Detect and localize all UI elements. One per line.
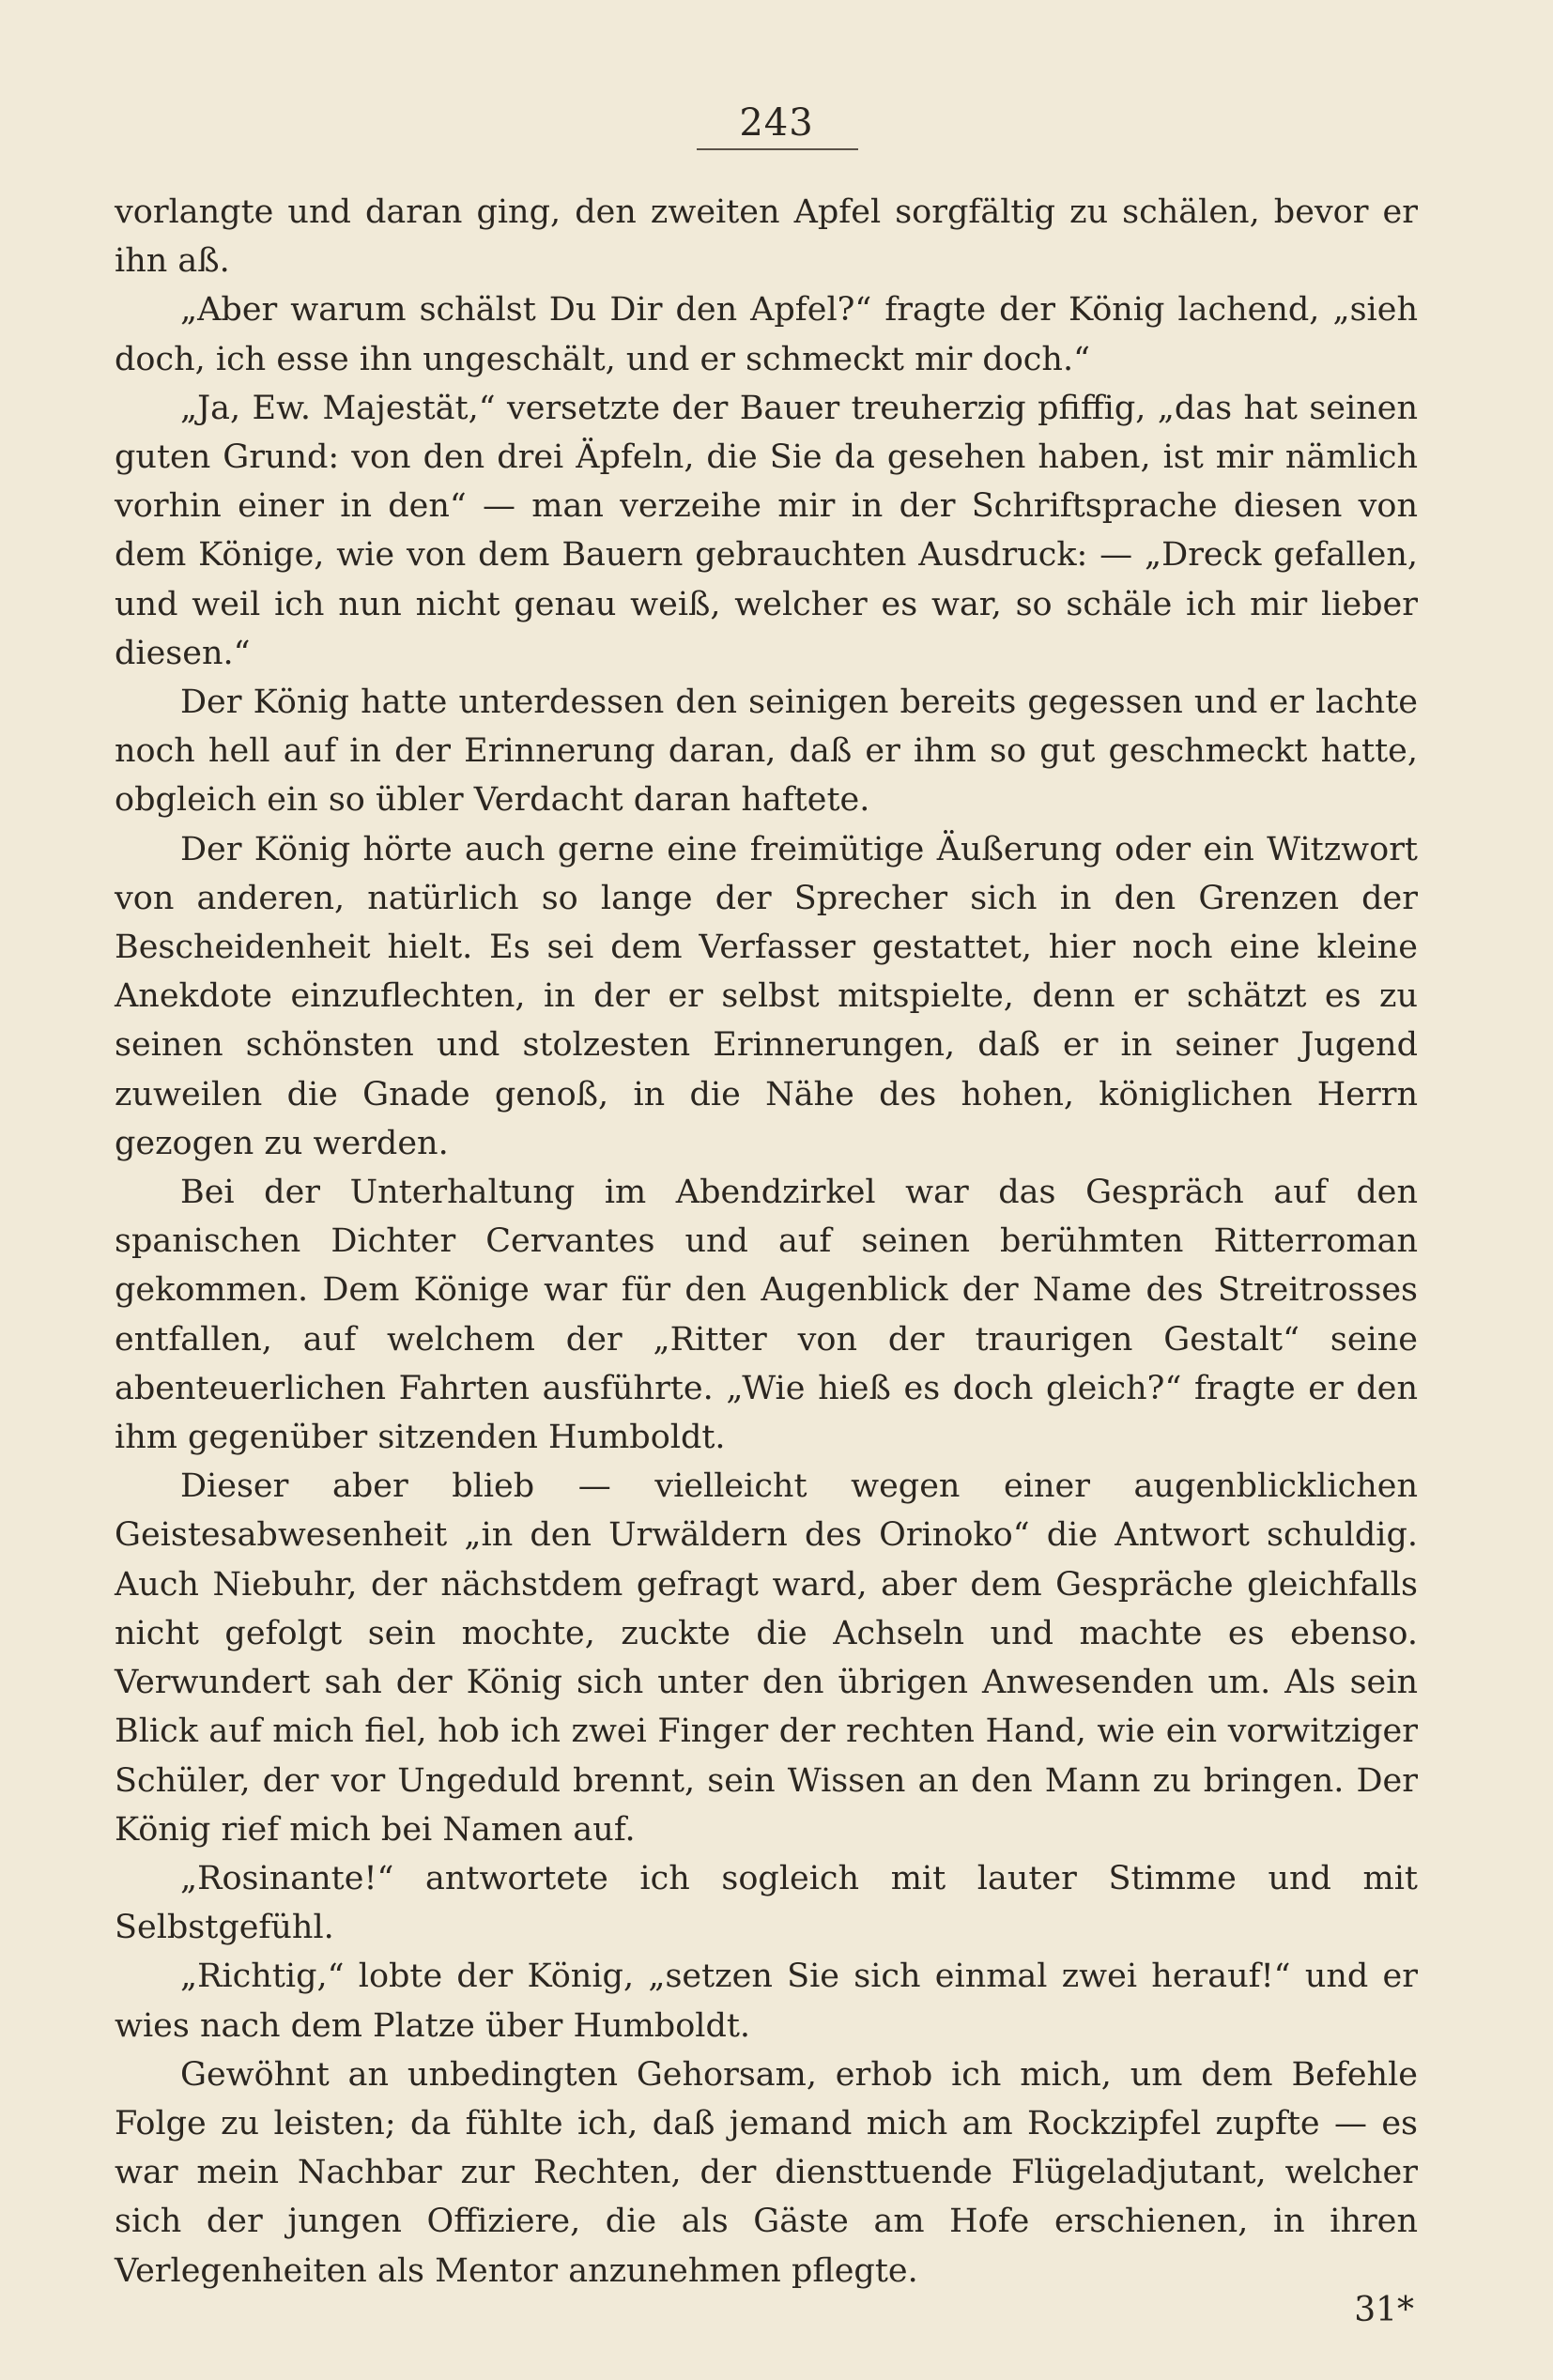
paragraph: Gewöhnt an unbedingten Gehorsam, erhob ich mich, um dem Befehle Folge zu leisten; da fühlte ich, daß jemand mich am Rockzipfel zupfte — es war mein Nachbar zur Rechten, der diensttuende Flügeladjutant, welcher sich der jungen Offiziere, die als Gäste am Hofe erschienen, in ihren Verlegenheiten als Mentor anzunehmen pflegte.: [115, 2055, 1418, 2290]
paragraph: „Rosinante!“ antwortete ich sogleich mit lauter Stimme und mit Selbstgefühl.: [115, 1859, 1418, 1947]
paragraph: „Ja, Ew. Majestät,“ versetzte der Bauer treuherzig pfiffig, „das hat seinen guten Grund: von den drei Äpfeln, die Sie da gesehen haben, ist mir nämlich vorhin einer in den“ — man verzeihe mir in der Schriftsprache diesen von dem Könige, wie von dem Bauern gebrauchten Ausdruck: — „Dreck gefallen, und weil ich nun nicht genau weiß, welcher es war, so schäle ich mir lieber diesen.“: [115, 389, 1418, 672]
paragraph-continued: vorlangte und daran ging, den zweiten Apfel sorgfältig zu schälen, bevor er ihn aß.: [115, 193, 1418, 281]
page-number: 243: [739, 101, 814, 145]
paragraph: Der König hörte auch gerne eine freimütige Äußerung oder ein Witzwort von anderen, natürlich so lange der Sprecher sich in den Grenzen der Bescheidenheit hielt. Es sei dem Verfasser gestattet, hier noch eine kleine Anekdote einzuflechten, in der er selbst mitspielte, denn er schätzt es zu seinen schönsten und stolzesten Erinnerungen, daß er in seiner Jugend zuweilen die Gnade genoß, in die Nähe des hohen, königlichen Herrn gezogen zu werden.: [115, 830, 1418, 1162]
paragraph: „Aber warum schälst Du Dir den Apfel?“ fragte der König lachend, „sieh doch, ich esse ihn ungeschält, und er schmeckt mir doch.“: [115, 291, 1418, 378]
body-text: [115, 188, 1418, 2296]
paragraph: „Richtig,“ lobte der König, „setzen Sie sich einmal zwei herauf!“ und er wies nach dem Platze über Humboldt.: [115, 1958, 1418, 2045]
header-rule: [697, 148, 858, 150]
paragraph: Dieser aber blieb — vielleicht wegen einer augenblicklichen Geistesabwesenheit „in den Urwäldern des Orinoko“ die Antwort schuldig. Auch Niebuhr, der nächstdem gefragt ward, aber dem Gespräche gleichfalls nicht gefolgt sein mochte, zuckte die Achseln und machte es ebenso. Verwundert sah der König sich unter den übrigen Anwesenden um. Als sein Blick auf mich fiel, hob ich zwei Finger der rechten Hand, wie ein vorwitziger Schüler, der vor Ungeduld brennt, sein Wissen an den Mann zu bringen. Der König rief mich bei Namen auf.: [115, 1467, 1418, 1849]
paragraph: Der König hatte unterdessen den seinigen bereits gegessen und er lachte noch hell auf in der Erinnerung daran, daß er ihm so gut geschmeckt hatte, obgleich ein so übler Verdacht daran haftete.: [115, 683, 1418, 820]
paragraph: Bei der Unterhaltung im Abendzirkel war das Gespräch auf den spanischen Dichter Cervantes und auf seinen berühmten Ritterroman gekommen. Dem Könige war für den Augenblick der Name des Streitrosses entfallen, auf welchem der „Ritter von der traurigen Gestalt“ seine abenteuerlichen Fahrten ausführte. „Wie hieß es doch gleich?“ fragte er den ihm gegenüber sitzenden Humboldt.: [115, 1174, 1418, 1457]
signature-mark: 31*: [1354, 2291, 1414, 2329]
